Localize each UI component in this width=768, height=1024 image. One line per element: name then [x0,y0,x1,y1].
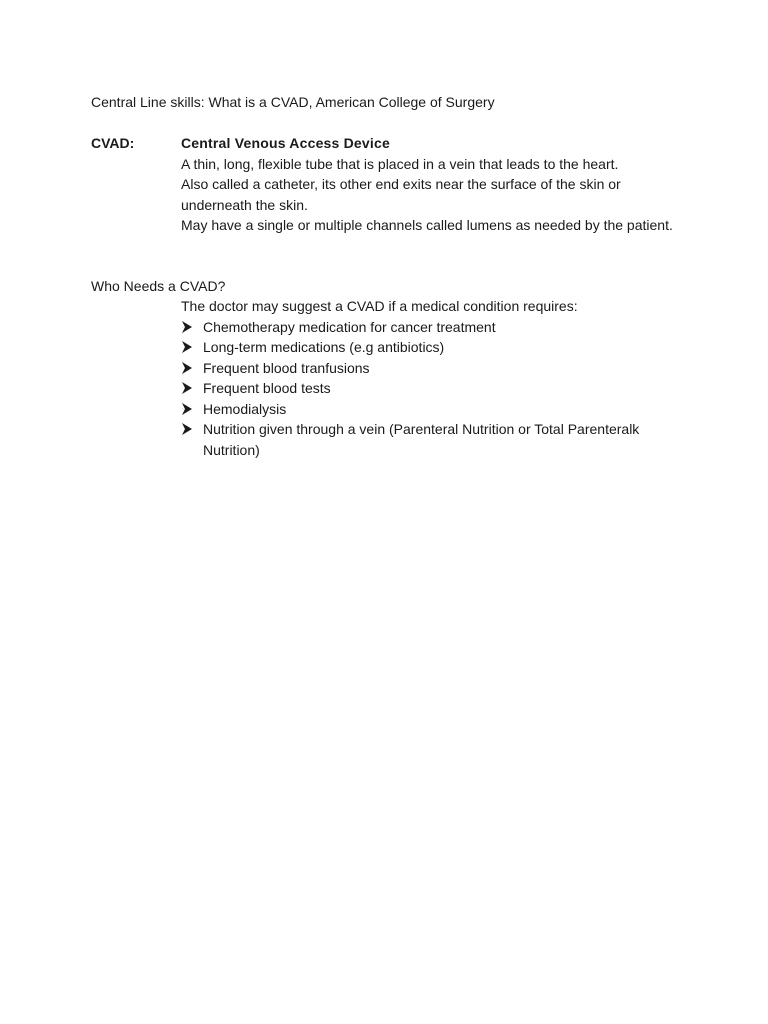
arrow-bullet-icon [181,337,195,357]
who-needs-section [181,296,691,460]
list-item [181,378,691,399]
list-item [181,337,691,358]
who-needs-heading: Who Needs a CVAD? [91,278,226,294]
document-title: Central Line skills: What is a CVAD, American College of Surgery [91,94,495,110]
cvad-paragraph: A thin, long, flexible tube that is placed in a vein that leads to the heart. [181,155,619,172]
cvad-paragraph: May have a single or multiple channels called lumens as needed by the patient. [181,217,673,233]
arrow-bullet-icon [181,317,195,337]
arrow-bullet-icon [181,378,195,398]
list-item-text: Hemodialysis [203,400,287,417]
indication-list [181,317,691,461]
arrow-bullet-icon [181,358,195,378]
arrow-bullet-icon [181,399,195,419]
cvad-definition [181,133,681,236]
list-item-text: Long-term medications (e.g antibiotics) [203,339,445,355]
cvad-paragraph: Also called a catheter, its other end exits near the surface of the skin or underneath the skin. [181,176,621,213]
list-item [181,358,691,379]
who-needs-intro: The doctor may suggest a CVAD if a medical condition requires: [181,298,578,314]
list-item-text: Frequent blood tranfusions [203,359,370,376]
cvad-label: CVAD: [91,135,135,151]
list-item [181,399,691,420]
list-item [181,419,691,460]
list-item-text: Nutrition given through a vein (Parenteral Nutrition or Total Parenteralk Nutrition) [203,421,640,458]
arrow-bullet-icon [181,419,195,439]
list-item-text: Frequent blood tests [203,380,331,396]
list-item [181,317,691,338]
list-item-text: Chemotherapy medication for cancer treatment [203,318,496,335]
cvad-heading: Central Venous Access Device [181,135,390,151]
